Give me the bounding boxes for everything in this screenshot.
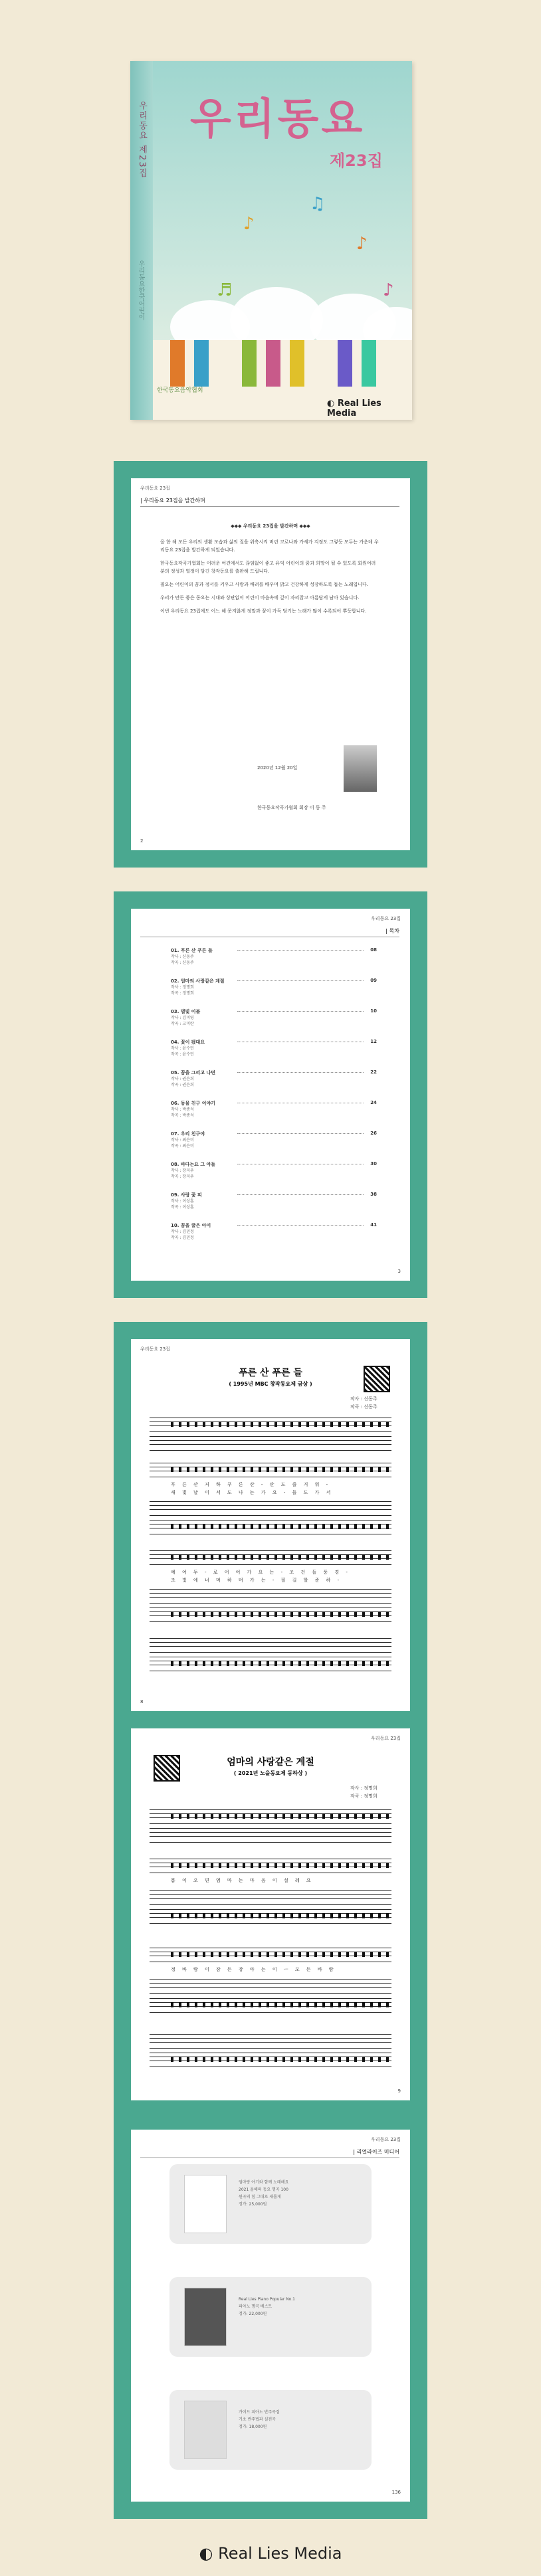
qr-code[interactable] (364, 1366, 390, 1392)
music-staff (150, 1890, 391, 1905)
toc-credit: 작사 : 윤수민 (171, 1046, 194, 1051)
music-note-icon: ♬ (217, 280, 233, 300)
page-song-2 (131, 1728, 410, 2100)
toc-entry[interactable] (171, 1161, 377, 1180)
toc-credit: 작사 : 정명희 (171, 985, 194, 990)
toc-title: 10. 꿈을 꿀은 아이 (171, 1223, 211, 1228)
preface-body (160, 538, 379, 620)
spine-title: 우리동요 제23집 (137, 101, 147, 179)
toc-entry[interactable] (171, 947, 377, 966)
cover-logo: 한국동요음악협회 (157, 387, 203, 394)
ad-line: 엄마랑 아기와 함께 노래해요 (239, 2180, 289, 2185)
preface-heading: ◆◆◆ 우리동요 23집을 발간하며 ◆◆◆ (231, 523, 310, 529)
ad-line: 피아노 명곡 베스트 (239, 2304, 272, 2309)
toc-credit: 작사 : 장지우 (171, 1168, 194, 1173)
music-notes (171, 2002, 390, 2007)
ad-card[interactable] (169, 2390, 372, 2470)
lyric-line: 푸 른 산 저 하 푸 른 산 - 산 도 즐 거 워 - (171, 1482, 331, 1487)
president-photo (344, 745, 377, 792)
toc-entry[interactable] (171, 1131, 377, 1149)
toc-credit: 작사 : 최은미 (171, 1138, 194, 1143)
toc-credit: 작곡 : 권은희 (171, 1083, 194, 1087)
music-staff (150, 1589, 391, 1604)
page-song-1 (131, 1339, 410, 1711)
ad-text (239, 2409, 280, 2431)
toc-leader (237, 1072, 364, 1073)
ad-card[interactable] (169, 2164, 372, 2244)
section-title: | 리얼라이즈 미디어 (140, 2148, 399, 2158)
toc-credit: 작곡 : 김민정 (171, 1236, 194, 1240)
toc-leader (237, 1133, 364, 1134)
toc-entry[interactable] (171, 978, 377, 996)
toc-credit: 작사 : 김민정 (171, 1230, 194, 1234)
toc-credit: 작곡 : 고미란 (171, 1022, 194, 1026)
page-frame-toc (114, 891, 427, 1298)
lyric-line: 새 빛 날 이 서 도 나 는 가 요 - 들 도 가 서 (171, 1490, 334, 1495)
toc-credit: 작사 : 권은희 (171, 1077, 194, 1081)
piano-black-key (338, 340, 352, 387)
toc-credit: 작곡 : 이상훈 (171, 1205, 194, 1210)
page-number: 3 (397, 1269, 401, 1274)
music-notes (171, 2057, 390, 2062)
toc-page: 10 (370, 1008, 377, 1014)
footer-brand (0, 2544, 541, 2563)
page-preface (131, 478, 410, 850)
toc-entry[interactable] (171, 1192, 377, 1210)
music-note-icon: ♪ (383, 280, 394, 300)
toc-title: 04. 꽃이 됐대요 (171, 1040, 205, 1045)
lyric-line: 봄 이 오 면 엄 마 는 마 음 이 설 레 요 (171, 1878, 314, 1883)
toc-page: 22 (370, 1069, 377, 1075)
toc-title: 09. 사랑 꽃 피 (171, 1192, 202, 1198)
toc-credit: 작사 : 이상훈 (171, 1199, 194, 1204)
preface-paragraph: 우리가 만든 좋은 동요는 시대와 상관없이 어린이 마음속에 깊이 자리잡고 아름답게 남아 있습니다. (160, 595, 360, 600)
toc-page: 12 (370, 1039, 377, 1044)
music-note-icon: ♪ (243, 214, 255, 234)
toc-page: 38 (370, 1192, 377, 1197)
song-award: ( 1995년 MBC 창작동요제 금상 ) (229, 1381, 312, 1387)
toc-page: 30 (370, 1161, 377, 1166)
ad-line: Real Lies Piano Popular No.1 (239, 2297, 295, 2302)
toc-leader (237, 1194, 364, 1195)
qr-code[interactable] (154, 1755, 180, 1782)
music-notes (171, 1554, 390, 1560)
piano-black-key (194, 340, 209, 387)
toc-leader (237, 1011, 364, 1012)
toc-credit: 작사 : 김미영 (171, 1016, 194, 1020)
page-frame-song-2 (114, 1711, 427, 2118)
song-award: ( 2021년 노을동요제 동하상 ) (233, 1770, 308, 1776)
ad-card[interactable] (169, 2277, 372, 2357)
music-notes (171, 1661, 390, 1666)
preface-paragraph: 필요는 어린이의 꿈과 정서를 키우고 사랑과 배려를 배우며 밝고 건강하게 성장하도록 돕는 노래입니다. (160, 582, 368, 587)
song-title: 푸른 산 푸른 들 (239, 1368, 302, 1378)
composer: 작곡 : 정명희 (350, 1794, 378, 1799)
music-notes (171, 1813, 390, 1819)
music-notes (171, 1422, 390, 1427)
cover-title: 우리동요 (190, 95, 366, 144)
preface-date: 2020년 12월 20일 (257, 765, 298, 771)
cover-subtitle: 제23집 (330, 151, 383, 170)
toc-title: 07. 우리 친구야 (171, 1131, 205, 1137)
toc-page: 26 (370, 1131, 377, 1136)
music-note-icon: ♪ (356, 234, 368, 254)
music-notes (171, 1913, 390, 1918)
lyricist: 작사 : 정명희 (350, 1786, 378, 1791)
lyric-line: 조 빛 에 너 머 하 며 가 는 - 필 길 할 준 하 - (171, 1578, 342, 1583)
toc-credit: 작곡 : 신동주 (171, 961, 194, 965)
toc-entry[interactable] (171, 1008, 377, 1027)
spine-subtitle: 우리동요한국어린이 (137, 260, 144, 320)
ad-line: 기초 반주법과 실전곡 (239, 2417, 276, 2422)
toc-entry[interactable] (171, 1100, 377, 1119)
page-number: 8 (140, 1699, 144, 1704)
piano-black-key (266, 340, 280, 387)
running-header: 우리동요 23집 (140, 486, 170, 491)
toc-title: 02. 엄마의 사랑같은 계절 (171, 978, 225, 984)
page-number: 2 (140, 838, 144, 844)
ad-line: 정가: 22,000원 (239, 2312, 267, 2316)
toc-entry[interactable] (171, 1039, 377, 1058)
music-staff (150, 1638, 391, 1653)
running-header: 우리동요 23집 (371, 1736, 401, 1741)
toc-title: 03. 별빛 이불 (171, 1009, 201, 1014)
preface-paragraph: 올 한 해 모든 우리의 생활 모습과 삶의 질을 위축시켜 버린 코로나와 가세가 걱정도 그렇듯 모두는 가운데 우리동요 23집을 발간하게 되었습니다. (160, 539, 379, 553)
toc-title: 05. 꿈을 그리고 나면 (171, 1070, 216, 1075)
toc-credit: 작곡 : 최은미 (171, 1144, 194, 1149)
toc-title: 08. 바다는요 그 아들 (171, 1162, 216, 1167)
lyricist: 작사 : 신동주 (350, 1396, 378, 1402)
section-title: | 우리동요 23집을 발간하며 (140, 497, 399, 507)
preface-signature: 한국동요작곡가협회 회장 이 동 주 (257, 805, 326, 810)
music-notes (171, 1467, 390, 1472)
publisher-logo-icon: ◐ (327, 399, 335, 409)
book-thumbnail[interactable] (184, 2401, 227, 2459)
music-staff (150, 1501, 391, 1516)
ad-line: 가이드 피아노 반주곡집 (239, 2410, 280, 2415)
toc-title: 06. 동물 친구 이야기 (171, 1101, 216, 1106)
toc-credit: 작사 : 신동주 (171, 955, 194, 959)
music-note-icon: ♫ (310, 194, 326, 214)
music-staff (150, 2034, 391, 2049)
book-thumbnail[interactable] (184, 2288, 227, 2346)
running-header: 우리동요 23집 (140, 1346, 170, 1352)
toc-leader (237, 950, 364, 951)
toc-page: 41 (370, 1222, 377, 1228)
page-toc (131, 909, 410, 1281)
toc-entry[interactable] (171, 1222, 377, 1241)
brand-logo-icon: ◐ (199, 2544, 213, 2563)
song-title: 엄마의 사랑같은 계절 (227, 1757, 314, 1768)
music-staff (150, 1979, 391, 1994)
lyric-line: 정 바 람 이 잠 든 장 아 는 이 ㅡ 모 든 바 람 (171, 1967, 336, 1972)
book-thumbnail[interactable] (184, 2175, 227, 2233)
page-number: 9 (397, 2088, 401, 2094)
ad-line: 정가: 18,000원 (239, 2425, 267, 2429)
page-frame-song-1 (114, 1322, 427, 1728)
toc-credit: 작사 : 박종석 (171, 1107, 194, 1112)
preface-paragraph: 한국동요작곡가협회는 어려운 여건에서도 끊임없이 좋고 유익 어린이의 꿈과 희망이 될 수 있도록 회원여러분의 정성과 열정이 담긴 창작동요를 출판해 드립니다. (160, 561, 376, 574)
piano-black-key (362, 340, 376, 387)
music-staff (150, 1828, 391, 1843)
toc-page: 09 (370, 978, 377, 983)
toc-credit: 작곡 : 장지우 (171, 1174, 194, 1179)
ad-line: 2021 올해의 동요 명곡 100 (239, 2187, 288, 2192)
toc-page: 08 (370, 947, 377, 953)
ad-line: 정가: 25,000원 (239, 2202, 267, 2207)
toc-credit: 작곡 : 정명희 (171, 991, 194, 996)
toc-credit: 작곡 : 윤수민 (171, 1052, 194, 1057)
toc-leader (237, 980, 364, 981)
preface-paragraph: 이번 우리동요 23집에도 어느 해 못지않게 정말과 꿈이 가득 담기는 노래가 많이 수록되어 뿌듯합니다. (160, 608, 367, 614)
brand-name: Real Lies Media (218, 2544, 342, 2563)
toc-title: 01. 푸른 산 푸른 들 (171, 948, 213, 953)
running-header: 우리동요 23집 (371, 916, 401, 921)
lyric-line: 예 어 두 - 로 어 어 가 요 는 - 조 건 들 풍 경 - (171, 1570, 350, 1575)
music-notes (171, 1952, 390, 1957)
cover-publisher (327, 399, 412, 418)
publisher-name: Real Lies Media (327, 399, 381, 418)
toc-leader (237, 1225, 364, 1226)
music-notes (171, 1863, 390, 1868)
composer: 작곡 : 신동주 (350, 1404, 378, 1410)
music-staff (150, 1436, 391, 1451)
music-notes (171, 1524, 390, 1529)
piano-black-key (170, 340, 185, 387)
running-header: 우리동요 23집 (371, 2137, 401, 2142)
page-frame-ads (114, 2112, 427, 2519)
book-cover (130, 61, 412, 420)
piano-black-key (242, 340, 257, 387)
page-number: 136 (391, 2490, 401, 2495)
toc-entry[interactable] (171, 1069, 377, 1088)
page-frame-preface (114, 461, 427, 868)
page-ads (131, 2130, 410, 2502)
piano-black-key (290, 340, 304, 387)
section-title: | 목차 (140, 927, 399, 937)
ad-line: 원곡의 힘 그대로 새롭게 (239, 2195, 281, 2199)
ad-text (239, 2179, 288, 2208)
toc-page: 24 (370, 1100, 377, 1105)
toc-credit: 작곡 : 박종석 (171, 1113, 194, 1118)
ad-text (239, 2296, 295, 2318)
music-notes (171, 1611, 390, 1617)
